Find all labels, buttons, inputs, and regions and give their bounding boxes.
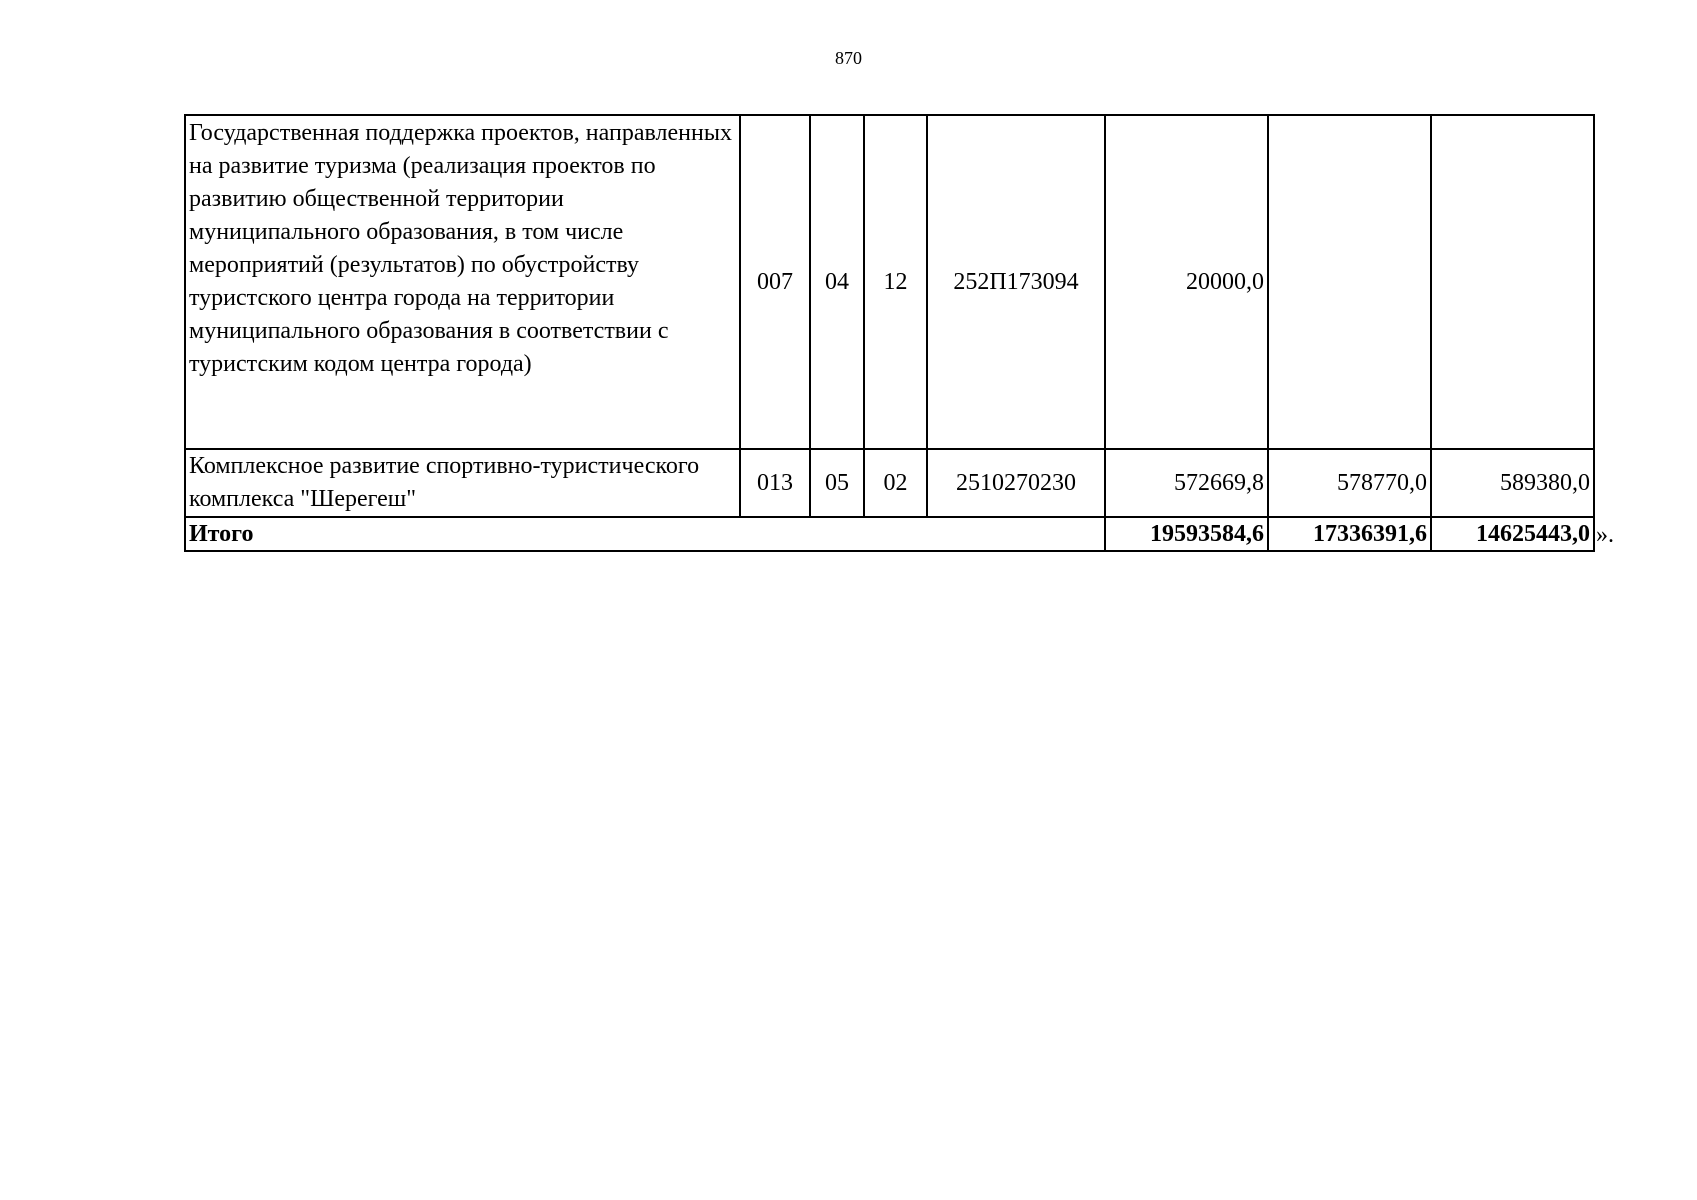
- subsection-code: 12: [864, 115, 927, 449]
- value-year-3: [1431, 115, 1594, 449]
- total-label: Итого: [185, 517, 1105, 551]
- value-year-3: 589380,0: [1431, 449, 1594, 517]
- closing-quote-mark: ».: [1596, 522, 1614, 548]
- total-row: [185, 517, 1594, 551]
- value-year-1: 20000,0: [1105, 115, 1268, 449]
- section-code: 05: [810, 449, 864, 517]
- value-year-1: 572669,8: [1105, 449, 1268, 517]
- page-number: 870: [835, 48, 862, 68]
- total-value-year-3: 14625443,0: [1431, 517, 1594, 551]
- ministry-code: 013: [740, 449, 810, 517]
- value-year-2: [1268, 115, 1431, 449]
- section-code: 04: [810, 115, 864, 449]
- ministry-code: 007: [740, 115, 810, 449]
- total-value-year-1: 19593584,6: [1105, 517, 1268, 551]
- target-article-code: 2510270230: [927, 449, 1105, 517]
- row-name: Государственная поддержка проектов, направленных на развитие туризма (реализация проектов по развитию общественной территории муниципального образования, в том числе мероприятий (результатов) по обустройству туристского центра города на территории муниципального образования в соответствии с туристским кодом центра города): [185, 115, 740, 449]
- row-name: Комплексное развитие спортивно-туристического комплекса "Шерегеш": [185, 449, 740, 517]
- target-article-code: 252П173094: [927, 115, 1105, 449]
- subsection-code: 02: [864, 449, 927, 517]
- value-year-2: 578770,0: [1268, 449, 1431, 517]
- table-row: [185, 449, 1594, 517]
- budget-table: [184, 114, 1595, 552]
- total-value-year-2: 17336391,6: [1268, 517, 1431, 551]
- table-row: [185, 115, 1594, 449]
